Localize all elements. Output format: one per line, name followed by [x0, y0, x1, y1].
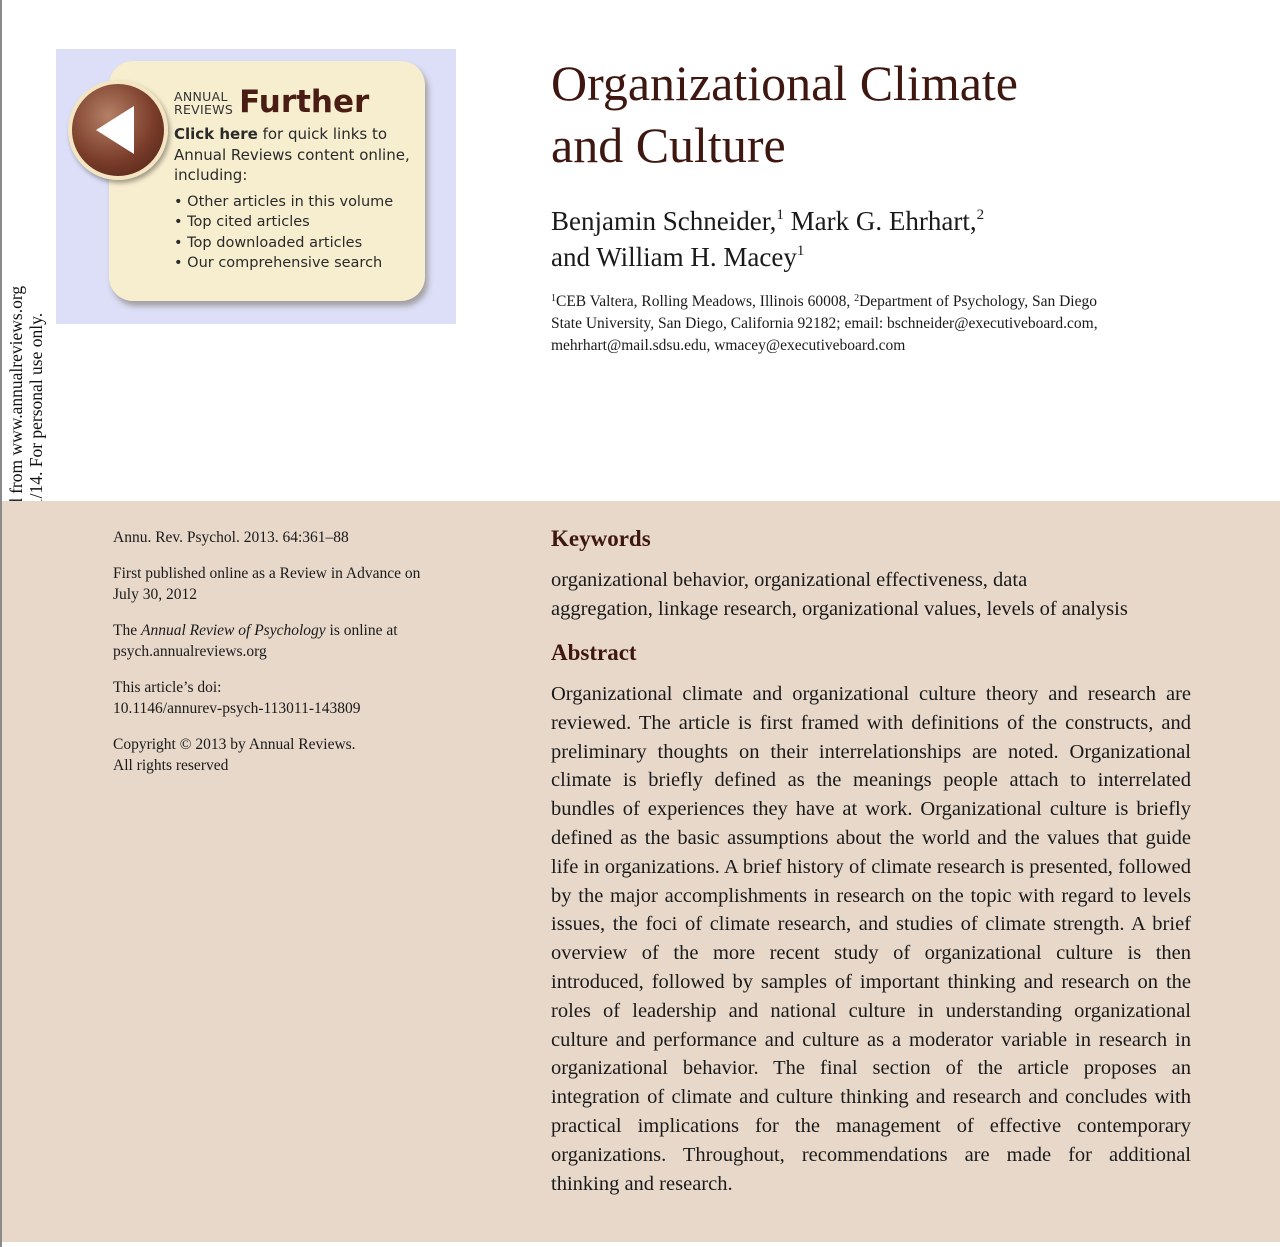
abstract-text: Organizational climate and organizational culture theory and research are reviewed. The article is first framed with definitions of the constructs, and preliminary thoughts on their interrelationships are noted. Organizational climate is briefly defined as the meanings people attach to interrelated bundles of experiences they have at work. Organizational culture is briefly defined as the basic assumptions about the world and the values that guide life in organizations. A brief history of climate research is presented, followed by the major accomplishments in research on the topic with regard to levels issues, the foci of climate research, and studies of climate strength. A brief overview of the more recent study of organizational culture is then introduced, followed by samples of important thinking and research on the roles of leadership and national culture in understanding organizational culture and performance and culture as a moderator variable in research in organizational behavior. The final section of the article proposes an integration of climate and culture thinking and research and concludes with practical implications for the management of effective contemporary organizations. Throughout, recommendations are made for additional thinking and research. — [551, 683, 1191, 1195]
further-item-top-cited[interactable]: • Top cited articles — [174, 214, 310, 230]
further-intro-rest: for quick links to — [262, 125, 388, 143]
first-published-line2: July 30, 2012 — [113, 586, 197, 603]
author-macey-sup: 1 — [796, 243, 805, 259]
brand-further: Further — [239, 84, 370, 120]
abstract-heading: Abstract — [551, 640, 637, 665]
back-arrow-icon[interactable] — [68, 80, 168, 180]
author-macey: and William H. Macey — [551, 242, 797, 272]
affil-line3: mehrhart@mail.sdsu.edu, wmacey@executiveboard.com — [551, 337, 906, 354]
online-post: is online at — [325, 622, 398, 639]
citation: Annu. Rev. Psychol. 2013. 64:361–88 — [113, 529, 349, 546]
author-schneider-sup: 1 — [776, 207, 784, 223]
affil-sup2: 2 — [854, 293, 860, 304]
author-ehrhart-sup: 2 — [976, 207, 985, 223]
keywords-line1: organizational behavior, organizational effectiveness, data — [551, 569, 1028, 591]
keywords-heading: Keywords — [551, 526, 651, 551]
title-line2: and Culture — [551, 117, 786, 173]
further-intro — [174, 124, 419, 145]
further-list — [174, 192, 419, 274]
copyright-line1: Copyright © 2013 by Annual Reviews. — [113, 736, 356, 753]
brand-stack — [174, 90, 233, 118]
author-list — [551, 203, 1211, 275]
further-item-search[interactable]: • Our comprehensive search — [174, 255, 383, 271]
click-here-link[interactable]: Click here — [174, 125, 258, 143]
brand-top: ANNUAL — [174, 89, 228, 104]
journal-name: Annual Review of Psychology — [140, 622, 326, 639]
author-schneider: Benjamin Schneider, — [551, 206, 777, 236]
annual-reviews-brand — [174, 84, 419, 118]
keywords-list — [551, 566, 1211, 623]
publication-info — [113, 527, 493, 791]
copyright-line2: All rights reserved — [113, 757, 229, 774]
online-pre: The — [113, 622, 141, 639]
affil-part1: CEB Valtera, Rolling Meadows, Illinois 60008, — [556, 293, 855, 310]
doi-label: This article’s doi: — [113, 679, 222, 696]
affil-sup1: 1 — [551, 293, 556, 304]
affiliations — [551, 291, 1211, 357]
further-text — [174, 84, 419, 274]
first-published-line1: First published online as a Review in Advance on — [113, 565, 421, 582]
keywords-line2: aggregation, linkage research, organizational values, levels of analysis — [551, 597, 1128, 620]
doi — [113, 677, 493, 719]
online-at — [113, 620, 493, 662]
affil-part2: Department of Psychology, San Diego — [859, 293, 1097, 310]
journal-url[interactable]: psych.annualreviews.org — [113, 643, 267, 660]
further-item-other-articles[interactable]: • Other articles in this volume — [174, 193, 394, 210]
first-published — [113, 563, 493, 605]
further-intro-line3: including: — [174, 166, 248, 184]
author-ehrhart: Mark G. Ehrhart, — [790, 206, 977, 236]
copyright — [113, 734, 493, 776]
title-line1: Organizational Climate — [551, 55, 1018, 111]
affil-line2: State University, San Diego, California 92182; email: bschneider@executiveboard.com, — [551, 315, 1098, 332]
brand-bottom: REVIEWS — [174, 102, 234, 117]
further-intro-line2: Annual Reviews content online, — [174, 145, 410, 164]
doi-value[interactable]: 10.1146/annurev-psych-113011-143809 — [113, 700, 361, 717]
further-item-top-downloaded[interactable]: • Top downloaded articles — [174, 234, 363, 251]
article-title — [551, 52, 1251, 176]
